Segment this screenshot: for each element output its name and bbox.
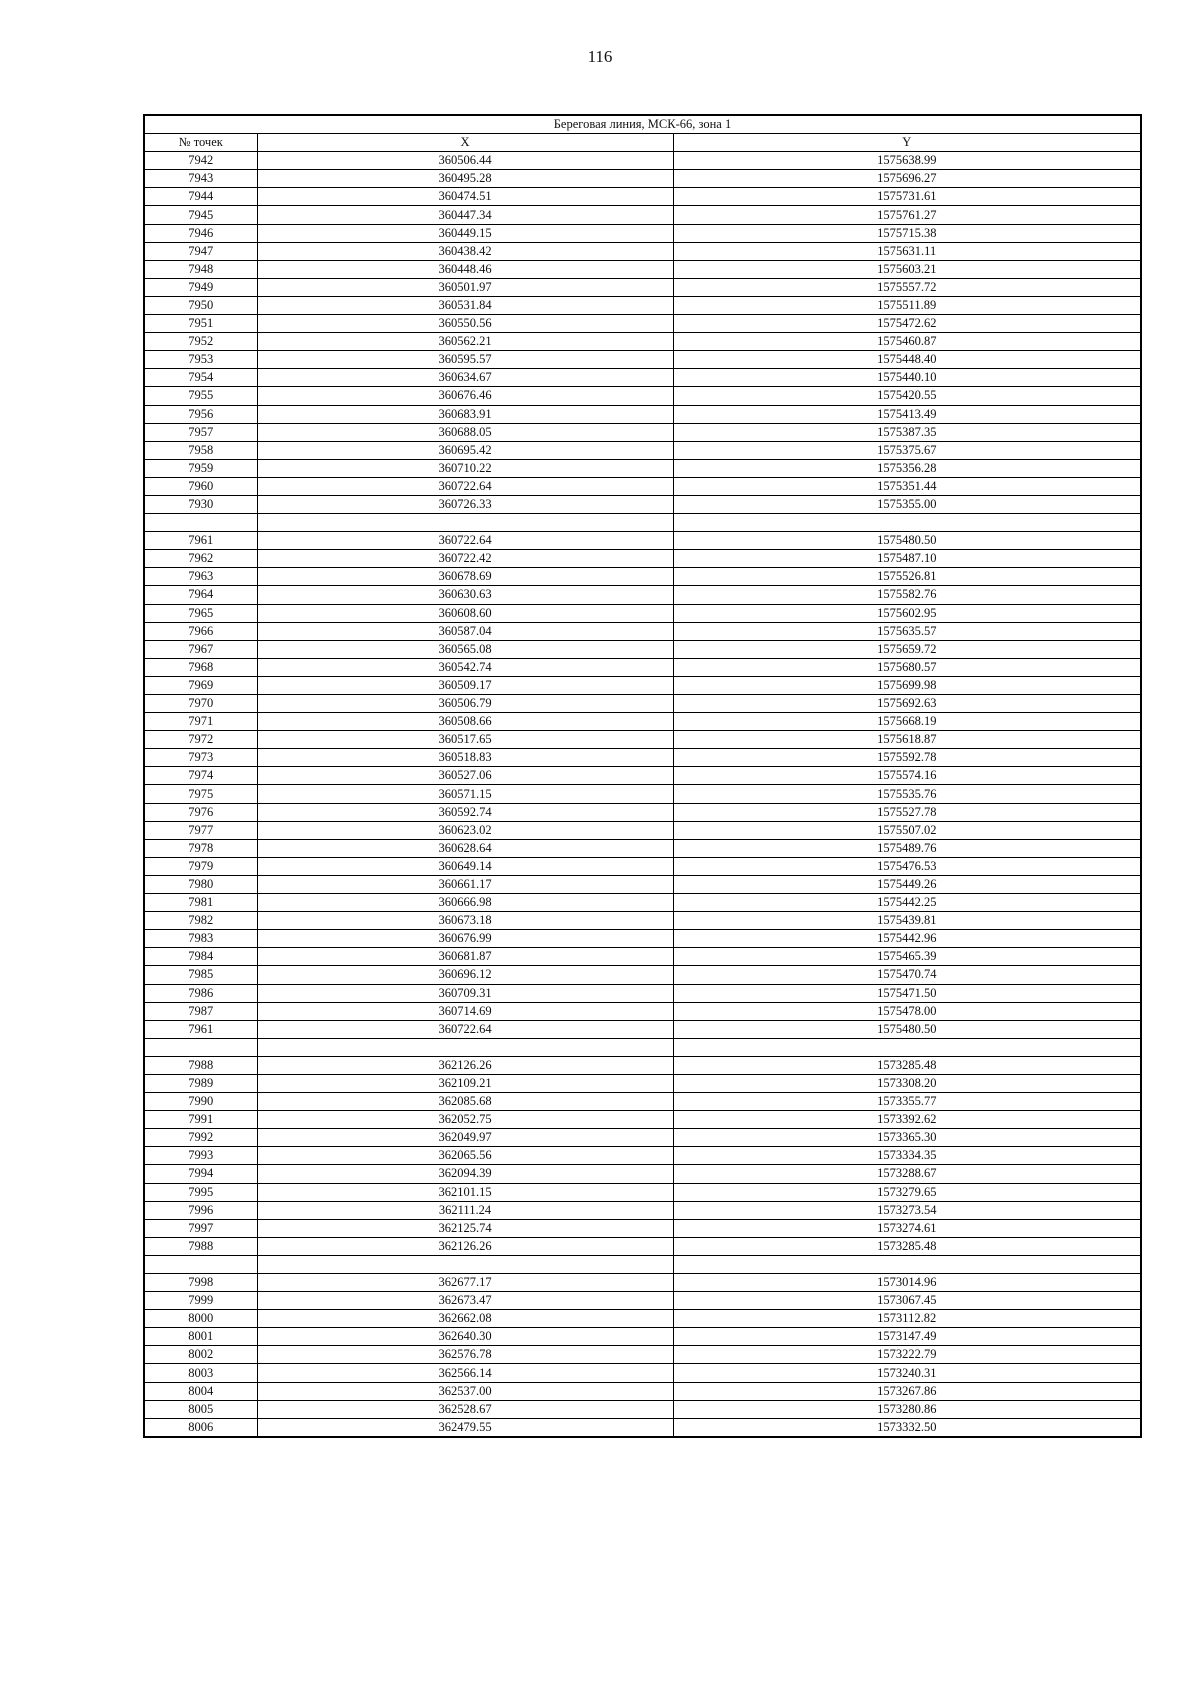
x-coordinate-cell: 360722.64 <box>257 477 673 495</box>
table-row <box>144 930 1141 948</box>
x-coordinate-cell: 360517.65 <box>257 731 673 749</box>
table-row <box>144 296 1141 314</box>
table-row <box>144 713 1141 731</box>
table-row <box>144 1038 1141 1056</box>
table-row <box>144 966 1141 984</box>
x-coordinate-cell: 360714.69 <box>257 1002 673 1020</box>
y-coordinate-cell: 1575526.81 <box>673 568 1141 586</box>
x-coordinate-cell: 360608.60 <box>257 604 673 622</box>
table-row <box>144 568 1141 586</box>
table-row <box>144 206 1141 224</box>
point-number-cell: 7970 <box>144 695 257 713</box>
y-coordinate-cell: 1575413.49 <box>673 405 1141 423</box>
page-number: 116 <box>587 47 613 66</box>
y-coordinate-cell: 1575511.89 <box>673 296 1141 314</box>
y-coordinate-cell: 1573274.61 <box>673 1219 1141 1237</box>
point-number-cell: 7944 <box>144 188 257 206</box>
x-coordinate-cell: 360518.83 <box>257 749 673 767</box>
y-coordinate-cell: 1575574.16 <box>673 767 1141 785</box>
point-number-cell: 7994 <box>144 1165 257 1183</box>
point-number-cell: 7991 <box>144 1111 257 1129</box>
point-number-cell: 7990 <box>144 1093 257 1111</box>
x-coordinate-cell: 360438.42 <box>257 242 673 260</box>
table-row <box>144 514 1141 532</box>
table-row <box>144 1328 1141 1346</box>
x-coordinate-cell: 362085.68 <box>257 1093 673 1111</box>
point-number-cell: 7978 <box>144 839 257 857</box>
table-row <box>144 477 1141 495</box>
x-coordinate-cell: 360506.44 <box>257 152 673 170</box>
x-coordinate-cell: 362537.00 <box>257 1382 673 1400</box>
point-number-cell: 7952 <box>144 333 257 351</box>
y-coordinate-cell: 1575448.40 <box>673 351 1141 369</box>
point-number-cell: 8006 <box>144 1418 257 1437</box>
y-coordinate-cell: 1573308.20 <box>673 1074 1141 1092</box>
x-coordinate-cell: 360595.57 <box>257 351 673 369</box>
x-coordinate-cell: 362049.97 <box>257 1129 673 1147</box>
x-coordinate-cell: 360587.04 <box>257 622 673 640</box>
x-coordinate-cell: 360676.99 <box>257 930 673 948</box>
point-number-cell: 7945 <box>144 206 257 224</box>
point-number-cell <box>144 1038 257 1056</box>
table-row <box>144 1274 1141 1292</box>
y-coordinate-cell: 1573240.31 <box>673 1364 1141 1382</box>
point-number-cell: 7977 <box>144 821 257 839</box>
point-number-cell: 7988 <box>144 1237 257 1255</box>
x-coordinate-cell: 360634.67 <box>257 369 673 387</box>
table-body <box>144 152 1141 1437</box>
y-coordinate-cell: 1575442.96 <box>673 930 1141 948</box>
table-caption: Береговая линия, МСК-66, зона 1 <box>144 115 1141 134</box>
table-row <box>144 423 1141 441</box>
point-number-cell: 7960 <box>144 477 257 495</box>
x-coordinate-cell: 362662.08 <box>257 1310 673 1328</box>
x-coordinate-cell <box>257 1255 673 1273</box>
table-row <box>144 1255 1141 1273</box>
y-coordinate-cell: 1575715.38 <box>673 224 1141 242</box>
point-number-cell: 7950 <box>144 296 257 314</box>
y-coordinate-cell: 1575375.67 <box>673 441 1141 459</box>
table-row <box>144 1219 1141 1237</box>
table-row <box>144 1201 1141 1219</box>
point-number-cell: 8002 <box>144 1346 257 1364</box>
point-number-cell: 8005 <box>144 1400 257 1418</box>
x-coordinate-cell: 362111.24 <box>257 1201 673 1219</box>
point-number-cell: 7975 <box>144 785 257 803</box>
x-coordinate-cell: 362566.14 <box>257 1364 673 1382</box>
y-coordinate-cell: 1573392.62 <box>673 1111 1141 1129</box>
x-coordinate-cell: 360562.21 <box>257 333 673 351</box>
x-coordinate-cell: 362126.26 <box>257 1237 673 1255</box>
table-row <box>144 170 1141 188</box>
point-number-cell: 7954 <box>144 369 257 387</box>
table-row <box>144 1346 1141 1364</box>
x-coordinate-cell: 360722.64 <box>257 1020 673 1038</box>
y-coordinate-cell: 1573147.49 <box>673 1328 1141 1346</box>
point-number-cell: 7953 <box>144 351 257 369</box>
table-row <box>144 1129 1141 1147</box>
y-coordinate-cell: 1575618.87 <box>673 731 1141 749</box>
point-number-cell: 7988 <box>144 1056 257 1074</box>
point-number-cell: 8003 <box>144 1364 257 1382</box>
y-coordinate-cell: 1575668.19 <box>673 713 1141 731</box>
table-row <box>144 984 1141 1002</box>
y-coordinate-cell: 1575489.76 <box>673 839 1141 857</box>
x-coordinate-cell: 360666.98 <box>257 894 673 912</box>
table-row <box>144 875 1141 893</box>
x-coordinate-cell: 362576.78 <box>257 1346 673 1364</box>
point-number-cell: 7957 <box>144 423 257 441</box>
y-coordinate-cell: 1575631.11 <box>673 242 1141 260</box>
x-coordinate-cell: 362109.21 <box>257 1074 673 1092</box>
y-coordinate-cell: 1575480.50 <box>673 532 1141 550</box>
x-coordinate-cell: 360449.15 <box>257 224 673 242</box>
point-number-cell: 7942 <box>144 152 257 170</box>
y-coordinate-cell: 1575470.74 <box>673 966 1141 984</box>
table-row <box>144 839 1141 857</box>
point-number-cell: 7983 <box>144 930 257 948</box>
table-row <box>144 1111 1141 1129</box>
x-coordinate-cell: 360710.22 <box>257 459 673 477</box>
point-number-cell: 7965 <box>144 604 257 622</box>
point-number-cell: 7998 <box>144 1274 257 1292</box>
x-coordinate-cell: 362126.26 <box>257 1056 673 1074</box>
y-coordinate-cell: 1575761.27 <box>673 206 1141 224</box>
table-row <box>144 369 1141 387</box>
y-coordinate-cell <box>673 1038 1141 1056</box>
x-coordinate-cell: 360527.06 <box>257 767 673 785</box>
y-coordinate-cell: 1573288.67 <box>673 1165 1141 1183</box>
y-coordinate-cell: 1573332.50 <box>673 1418 1141 1437</box>
table-row <box>144 604 1141 622</box>
x-coordinate-cell: 360676.46 <box>257 387 673 405</box>
y-coordinate-cell: 1575731.61 <box>673 188 1141 206</box>
table-row <box>144 1364 1141 1382</box>
x-coordinate-cell: 360688.05 <box>257 423 673 441</box>
x-coordinate-cell: 362673.47 <box>257 1292 673 1310</box>
y-coordinate-cell: 1575439.81 <box>673 912 1141 930</box>
point-number-cell: 7961 <box>144 532 257 550</box>
point-number-cell: 7972 <box>144 731 257 749</box>
point-number-cell: 7968 <box>144 658 257 676</box>
y-coordinate-cell: 1575680.57 <box>673 658 1141 676</box>
y-coordinate-cell: 1573285.48 <box>673 1237 1141 1255</box>
y-coordinate-cell: 1575602.95 <box>673 604 1141 622</box>
table-row <box>144 441 1141 459</box>
x-coordinate-cell: 360506.79 <box>257 695 673 713</box>
y-coordinate-cell <box>673 514 1141 532</box>
point-number-cell: 7959 <box>144 459 257 477</box>
table-row <box>144 676 1141 694</box>
point-number-cell: 7966 <box>144 622 257 640</box>
x-coordinate-cell: 360681.87 <box>257 948 673 966</box>
table-row <box>144 894 1141 912</box>
y-coordinate-cell: 1573280.86 <box>673 1400 1141 1418</box>
x-coordinate-cell: 362101.15 <box>257 1183 673 1201</box>
x-coordinate-cell: 360542.74 <box>257 658 673 676</box>
table-caption-row <box>144 115 1141 134</box>
y-coordinate-cell: 1573279.65 <box>673 1183 1141 1201</box>
table-row <box>144 821 1141 839</box>
point-number-cell: 7993 <box>144 1147 257 1165</box>
x-coordinate-cell: 360508.66 <box>257 713 673 731</box>
point-number-cell: 7930 <box>144 495 257 513</box>
y-coordinate-cell: 1575659.72 <box>673 640 1141 658</box>
x-coordinate-cell: 360683.91 <box>257 405 673 423</box>
point-number-cell: 7943 <box>144 170 257 188</box>
x-coordinate-cell: 360630.63 <box>257 586 673 604</box>
point-number-cell: 7987 <box>144 1002 257 1020</box>
table-row <box>144 333 1141 351</box>
point-number-cell: 7962 <box>144 550 257 568</box>
table-row <box>144 640 1141 658</box>
x-coordinate-cell: 360673.18 <box>257 912 673 930</box>
point-number-cell: 7982 <box>144 912 257 930</box>
table-row <box>144 1183 1141 1201</box>
x-coordinate-cell: 360695.42 <box>257 441 673 459</box>
y-coordinate-cell: 1575476.53 <box>673 857 1141 875</box>
table-row <box>144 242 1141 260</box>
point-number-cell: 7992 <box>144 1129 257 1147</box>
y-coordinate-cell: 1575638.99 <box>673 152 1141 170</box>
y-coordinate-cell: 1575387.35 <box>673 423 1141 441</box>
x-coordinate-cell: 362528.67 <box>257 1400 673 1418</box>
y-coordinate-cell: 1575692.63 <box>673 695 1141 713</box>
point-number-cell: 7947 <box>144 242 257 260</box>
table-row <box>144 749 1141 767</box>
point-number-cell: 7996 <box>144 1201 257 1219</box>
x-coordinate-cell: 360571.15 <box>257 785 673 803</box>
y-coordinate-cell: 1575355.00 <box>673 495 1141 513</box>
x-coordinate-cell <box>257 514 673 532</box>
table-row <box>144 622 1141 640</box>
x-coordinate-cell: 362065.56 <box>257 1147 673 1165</box>
point-number-cell: 7958 <box>144 441 257 459</box>
y-coordinate-cell: 1573355.77 <box>673 1093 1141 1111</box>
table-row <box>144 459 1141 477</box>
x-coordinate-cell: 360661.17 <box>257 875 673 893</box>
point-number-cell: 7979 <box>144 857 257 875</box>
point-number-cell: 7999 <box>144 1292 257 1310</box>
table-row <box>144 315 1141 333</box>
x-coordinate-cell: 360448.46 <box>257 260 673 278</box>
table-row <box>144 1292 1141 1310</box>
y-coordinate-cell: 1575603.21 <box>673 260 1141 278</box>
x-coordinate-cell: 362052.75 <box>257 1111 673 1129</box>
point-number-cell: 7997 <box>144 1219 257 1237</box>
point-number-cell: 7955 <box>144 387 257 405</box>
x-coordinate-cell: 360709.31 <box>257 984 673 1002</box>
y-coordinate-cell: 1575460.87 <box>673 333 1141 351</box>
point-number-cell: 8001 <box>144 1328 257 1346</box>
y-coordinate-cell: 1575471.50 <box>673 984 1141 1002</box>
table-row <box>144 260 1141 278</box>
x-coordinate-cell: 360474.51 <box>257 188 673 206</box>
x-coordinate-cell: 360649.14 <box>257 857 673 875</box>
x-coordinate-cell: 360550.56 <box>257 315 673 333</box>
y-coordinate-cell: 1575557.72 <box>673 278 1141 296</box>
table-row <box>144 1237 1141 1255</box>
point-number-cell: 7973 <box>144 749 257 767</box>
table-row <box>144 387 1141 405</box>
y-coordinate-cell: 1575356.28 <box>673 459 1141 477</box>
y-coordinate-cell: 1575351.44 <box>673 477 1141 495</box>
x-coordinate-cell: 362125.74 <box>257 1219 673 1237</box>
table-row <box>144 532 1141 550</box>
point-number-cell: 7948 <box>144 260 257 278</box>
y-coordinate-cell: 1575535.76 <box>673 785 1141 803</box>
point-number-cell: 7956 <box>144 405 257 423</box>
x-coordinate-cell: 360501.97 <box>257 278 673 296</box>
point-number-cell: 7974 <box>144 767 257 785</box>
point-number-cell: 7949 <box>144 278 257 296</box>
y-coordinate-cell: 1575442.25 <box>673 894 1141 912</box>
x-coordinate-cell: 360696.12 <box>257 966 673 984</box>
point-number-cell: 7981 <box>144 894 257 912</box>
point-number-cell: 7967 <box>144 640 257 658</box>
x-coordinate-cell: 362094.39 <box>257 1165 673 1183</box>
table-row <box>144 1020 1141 1038</box>
point-number-cell: 7951 <box>144 315 257 333</box>
point-number-cell: 7980 <box>144 875 257 893</box>
x-coordinate-cell: 360623.02 <box>257 821 673 839</box>
point-number-cell: 7984 <box>144 948 257 966</box>
point-number-cell: 8000 <box>144 1310 257 1328</box>
point-number-cell: 7964 <box>144 586 257 604</box>
point-number-cell <box>144 1255 257 1273</box>
y-coordinate-cell: 1575487.10 <box>673 550 1141 568</box>
x-coordinate-cell: 360509.17 <box>257 676 673 694</box>
y-coordinate-cell: 1573112.82 <box>673 1310 1141 1328</box>
table-row <box>144 1400 1141 1418</box>
x-coordinate-cell: 360565.08 <box>257 640 673 658</box>
table-row <box>144 731 1141 749</box>
y-coordinate-cell: 1573014.96 <box>673 1274 1141 1292</box>
y-coordinate-cell: 1573222.79 <box>673 1346 1141 1364</box>
point-number-cell: 7986 <box>144 984 257 1002</box>
y-coordinate-cell: 1575635.57 <box>673 622 1141 640</box>
y-coordinate-cell: 1575507.02 <box>673 821 1141 839</box>
y-coordinate-cell: 1573273.54 <box>673 1201 1141 1219</box>
point-number-cell: 7969 <box>144 676 257 694</box>
point-number-cell: 7989 <box>144 1074 257 1092</box>
y-coordinate-cell: 1575527.78 <box>673 803 1141 821</box>
y-coordinate-cell: 1575440.10 <box>673 369 1141 387</box>
point-number-cell: 7946 <box>144 224 257 242</box>
point-number-cell: 7985 <box>144 966 257 984</box>
table-row <box>144 152 1141 170</box>
column-header-y: Y <box>673 134 1141 152</box>
x-coordinate-cell: 360628.64 <box>257 839 673 857</box>
table-row <box>144 550 1141 568</box>
table-row <box>144 278 1141 296</box>
table-row <box>144 1147 1141 1165</box>
table-row <box>144 1002 1141 1020</box>
y-coordinate-cell: 1573365.30 <box>673 1129 1141 1147</box>
y-coordinate-cell: 1575699.98 <box>673 676 1141 694</box>
point-number-cell: 8004 <box>144 1382 257 1400</box>
x-coordinate-cell: 360447.34 <box>257 206 673 224</box>
x-coordinate-cell: 360722.42 <box>257 550 673 568</box>
y-coordinate-cell: 1575465.39 <box>673 948 1141 966</box>
y-coordinate-cell: 1573285.48 <box>673 1056 1141 1074</box>
table-row <box>144 1418 1141 1437</box>
x-coordinate-cell <box>257 1038 673 1056</box>
table-row <box>144 351 1141 369</box>
point-number-cell <box>144 514 257 532</box>
y-coordinate-cell: 1575420.55 <box>673 387 1141 405</box>
table-row <box>144 495 1141 513</box>
table-row <box>144 188 1141 206</box>
x-coordinate-cell: 360726.33 <box>257 495 673 513</box>
point-number-cell: 7961 <box>144 1020 257 1038</box>
y-coordinate-cell: 1573067.45 <box>673 1292 1141 1310</box>
y-coordinate-cell: 1573267.86 <box>673 1382 1141 1400</box>
x-coordinate-cell: 360678.69 <box>257 568 673 586</box>
table-row <box>144 785 1141 803</box>
table-row <box>144 1056 1141 1074</box>
x-coordinate-cell: 360592.74 <box>257 803 673 821</box>
y-coordinate-cell: 1575480.50 <box>673 1020 1141 1038</box>
point-number-cell: 7976 <box>144 803 257 821</box>
table-row <box>144 1165 1141 1183</box>
table-row <box>144 1382 1141 1400</box>
point-number-cell: 7963 <box>144 568 257 586</box>
column-header-point-number: № точек <box>144 134 257 152</box>
x-coordinate-cell: 362640.30 <box>257 1328 673 1346</box>
y-coordinate-cell <box>673 1255 1141 1273</box>
table-header-row <box>144 134 1141 152</box>
x-coordinate-cell: 362677.17 <box>257 1274 673 1292</box>
y-coordinate-cell: 1575696.27 <box>673 170 1141 188</box>
x-coordinate-cell: 360531.84 <box>257 296 673 314</box>
table-row <box>144 857 1141 875</box>
table-row <box>144 658 1141 676</box>
table-row <box>144 948 1141 966</box>
table-row <box>144 586 1141 604</box>
table-row <box>144 1310 1141 1328</box>
point-number-cell: 7971 <box>144 713 257 731</box>
y-coordinate-cell: 1575582.76 <box>673 586 1141 604</box>
point-number-cell: 7995 <box>144 1183 257 1201</box>
table-row <box>144 1074 1141 1092</box>
y-coordinate-cell: 1575472.62 <box>673 315 1141 333</box>
y-coordinate-cell: 1575449.26 <box>673 875 1141 893</box>
x-coordinate-cell: 362479.55 <box>257 1418 673 1437</box>
table-row <box>144 912 1141 930</box>
coordinates-table <box>143 114 1142 1438</box>
y-coordinate-cell: 1573334.35 <box>673 1147 1141 1165</box>
column-header-x: X <box>257 134 673 152</box>
y-coordinate-cell: 1575478.00 <box>673 1002 1141 1020</box>
table-row <box>144 803 1141 821</box>
table-row <box>144 695 1141 713</box>
table-row <box>144 224 1141 242</box>
table-row <box>144 767 1141 785</box>
x-coordinate-cell: 360722.64 <box>257 532 673 550</box>
table-row <box>144 405 1141 423</box>
table-row <box>144 1093 1141 1111</box>
y-coordinate-cell: 1575592.78 <box>673 749 1141 767</box>
x-coordinate-cell: 360495.28 <box>257 170 673 188</box>
